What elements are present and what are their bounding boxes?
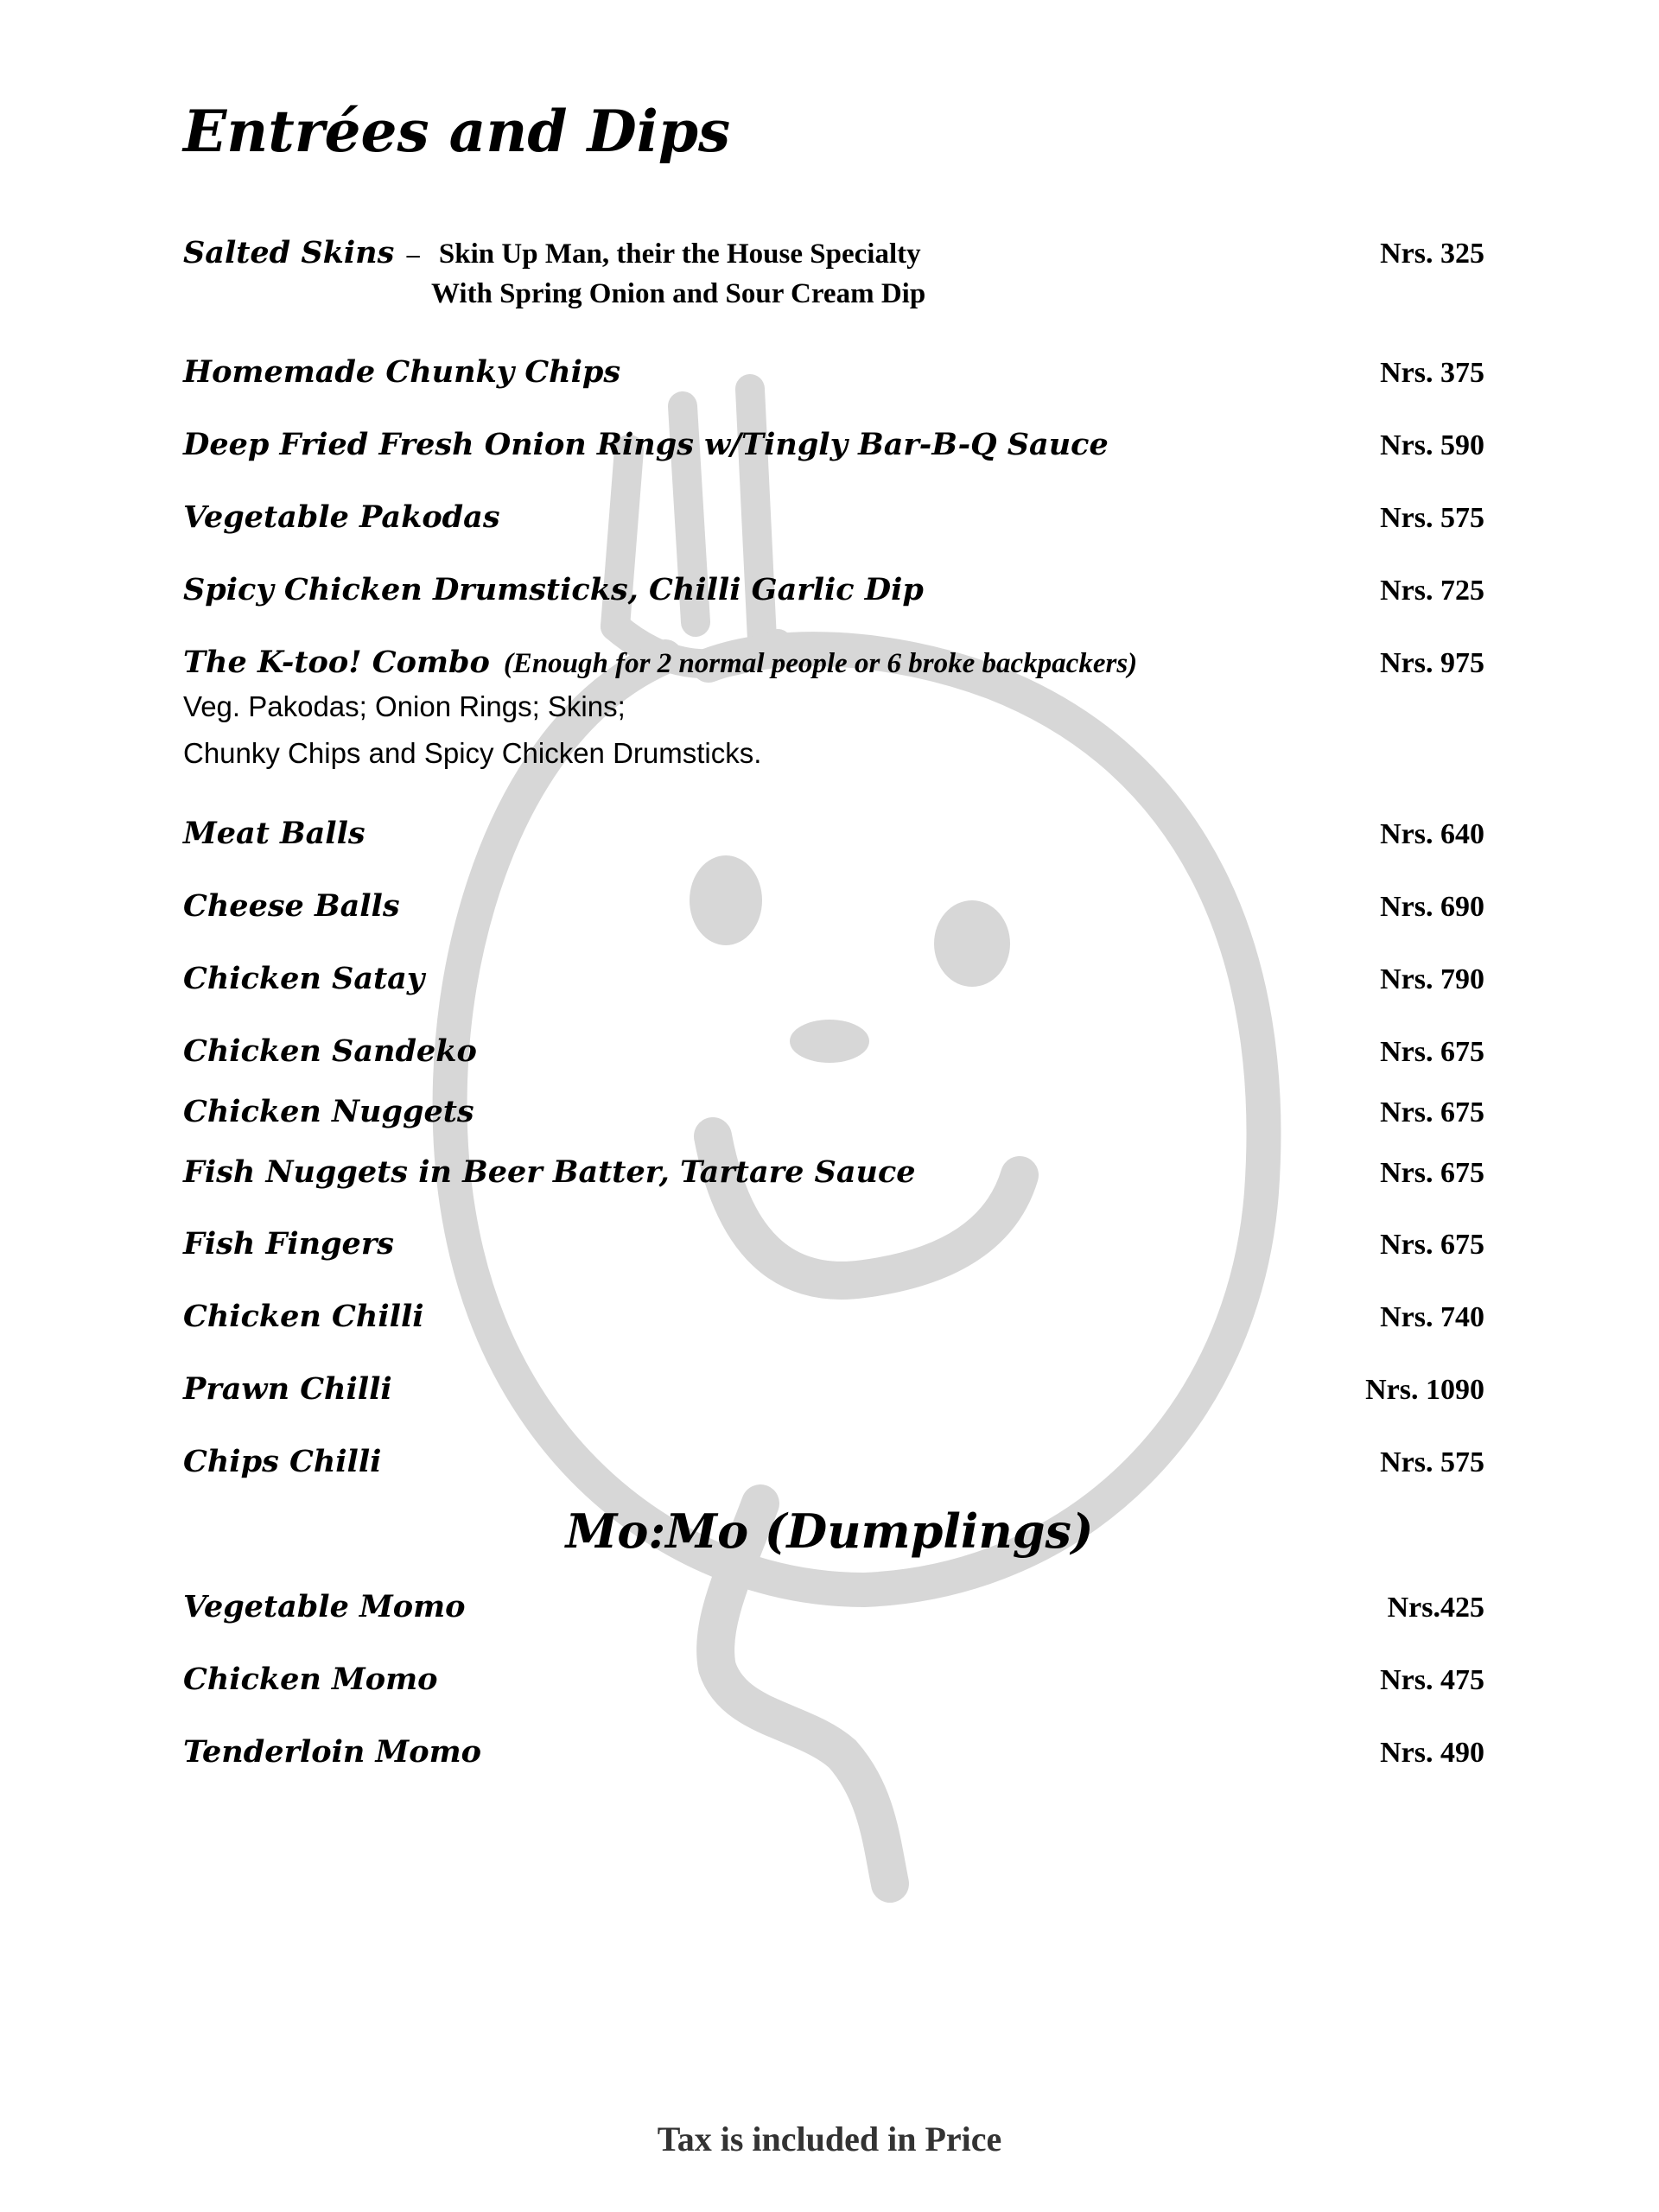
menu-item xyxy=(183,1587,1484,1628)
item-price: Nrs. 575 xyxy=(1380,1446,1484,1478)
item-price: Nrs. 675 xyxy=(1380,1096,1484,1128)
item-price: Nrs. 675 xyxy=(1380,1036,1484,1068)
item-name: Tenderloin Momo xyxy=(183,1734,481,1770)
item-price: Nrs. 575 xyxy=(1380,502,1484,534)
item-description-continued: With Spring Onion and Sour Cream Dip xyxy=(431,278,926,309)
item-price: Nrs. 675 xyxy=(1380,1229,1484,1261)
item-price: Nrs. 1090 xyxy=(1365,1374,1484,1406)
item-price: Nrs. 475 xyxy=(1380,1664,1484,1696)
item-name: Chicken Momo xyxy=(183,1662,438,1697)
item-name: The K-too! Combo xyxy=(183,645,490,680)
combo-contents-line: Veg. Pakodas; Onion Rings; Skins; xyxy=(183,690,626,722)
dash-separator: – xyxy=(406,241,420,268)
item-name: Vegetable Pakodas xyxy=(183,499,500,535)
item-name: Chips Chilli xyxy=(183,1444,382,1479)
menu-item xyxy=(183,353,1484,393)
tax-note-footer: Tax is included in Price xyxy=(657,2120,1002,2158)
menu-item xyxy=(183,425,1484,466)
menu-item xyxy=(183,1092,1484,1133)
item-name: Meat Balls xyxy=(183,816,365,851)
menu-item xyxy=(183,1442,1484,1483)
item-price: Nrs. 590 xyxy=(1380,429,1484,461)
item-price: Nrs. 490 xyxy=(1380,1737,1484,1769)
item-price: Nrs. 640 xyxy=(1380,818,1484,850)
item-name: Cheese Balls xyxy=(183,888,400,924)
section-heading-momo: Mo:Mo (Dumplings) xyxy=(565,1503,1094,1559)
menu-item xyxy=(183,887,1484,927)
item-name: Chicken Sandeko xyxy=(183,1033,477,1069)
item-price: Nrs. 325 xyxy=(1380,238,1484,270)
item-name: Deep Fried Fresh Onion Rings w/Tingly Bar-B-Q Sauce xyxy=(183,427,1109,462)
item-name: Salted Skins xyxy=(183,235,395,270)
item-price: Nrs. 725 xyxy=(1380,575,1484,607)
menu-item xyxy=(183,814,1484,855)
menu-item xyxy=(183,1224,1484,1265)
item-price: Nrs. 975 xyxy=(1380,647,1484,679)
item-note: (Enough for 2 normal people or 6 broke backpackers) xyxy=(503,648,1138,679)
item-description: Skin Up Man, their the House Specialty xyxy=(438,238,921,270)
combo-contents-line: Chunky Chips and Spicy Chicken Drumsticks. xyxy=(183,737,762,769)
menu-item xyxy=(183,498,1484,538)
menu-item xyxy=(183,959,1484,1000)
item-price: Nrs. 675 xyxy=(1380,1157,1484,1189)
item-name: Vegetable Momo xyxy=(183,1589,466,1624)
item-name: Spicy Chicken Drumsticks, Chilli Garlic Dip xyxy=(183,572,924,607)
menu-item xyxy=(183,233,1484,314)
item-price: Nrs. 790 xyxy=(1380,963,1484,995)
item-price: Nrs.425 xyxy=(1387,1592,1484,1624)
item-name: Chicken Nuggets xyxy=(183,1094,474,1129)
item-name: Chicken Satay xyxy=(183,961,425,996)
item-price: Nrs. 740 xyxy=(1380,1301,1484,1333)
item-name: Fish Nuggets in Beer Batter, Tartare Sauce xyxy=(183,1154,916,1190)
item-name: Fish Fingers xyxy=(183,1226,394,1262)
item-name: Homemade Chunky Chips xyxy=(183,354,621,390)
menu-item xyxy=(183,1032,1484,1072)
menu-item xyxy=(183,1660,1484,1700)
menu-item xyxy=(183,1370,1484,1410)
menu-item xyxy=(183,570,1484,611)
item-price: Nrs. 690 xyxy=(1380,891,1484,923)
menu-item xyxy=(183,1732,1484,1773)
item-name: Prawn Chilli xyxy=(183,1371,392,1407)
menu-item xyxy=(183,1153,1484,1193)
item-price: Nrs. 375 xyxy=(1380,357,1484,389)
menu-item-combo xyxy=(183,643,1484,777)
item-name: Chicken Chilli xyxy=(183,1299,424,1334)
menu-item xyxy=(183,1297,1484,1338)
page-title: Entrées and Dips xyxy=(183,98,731,165)
